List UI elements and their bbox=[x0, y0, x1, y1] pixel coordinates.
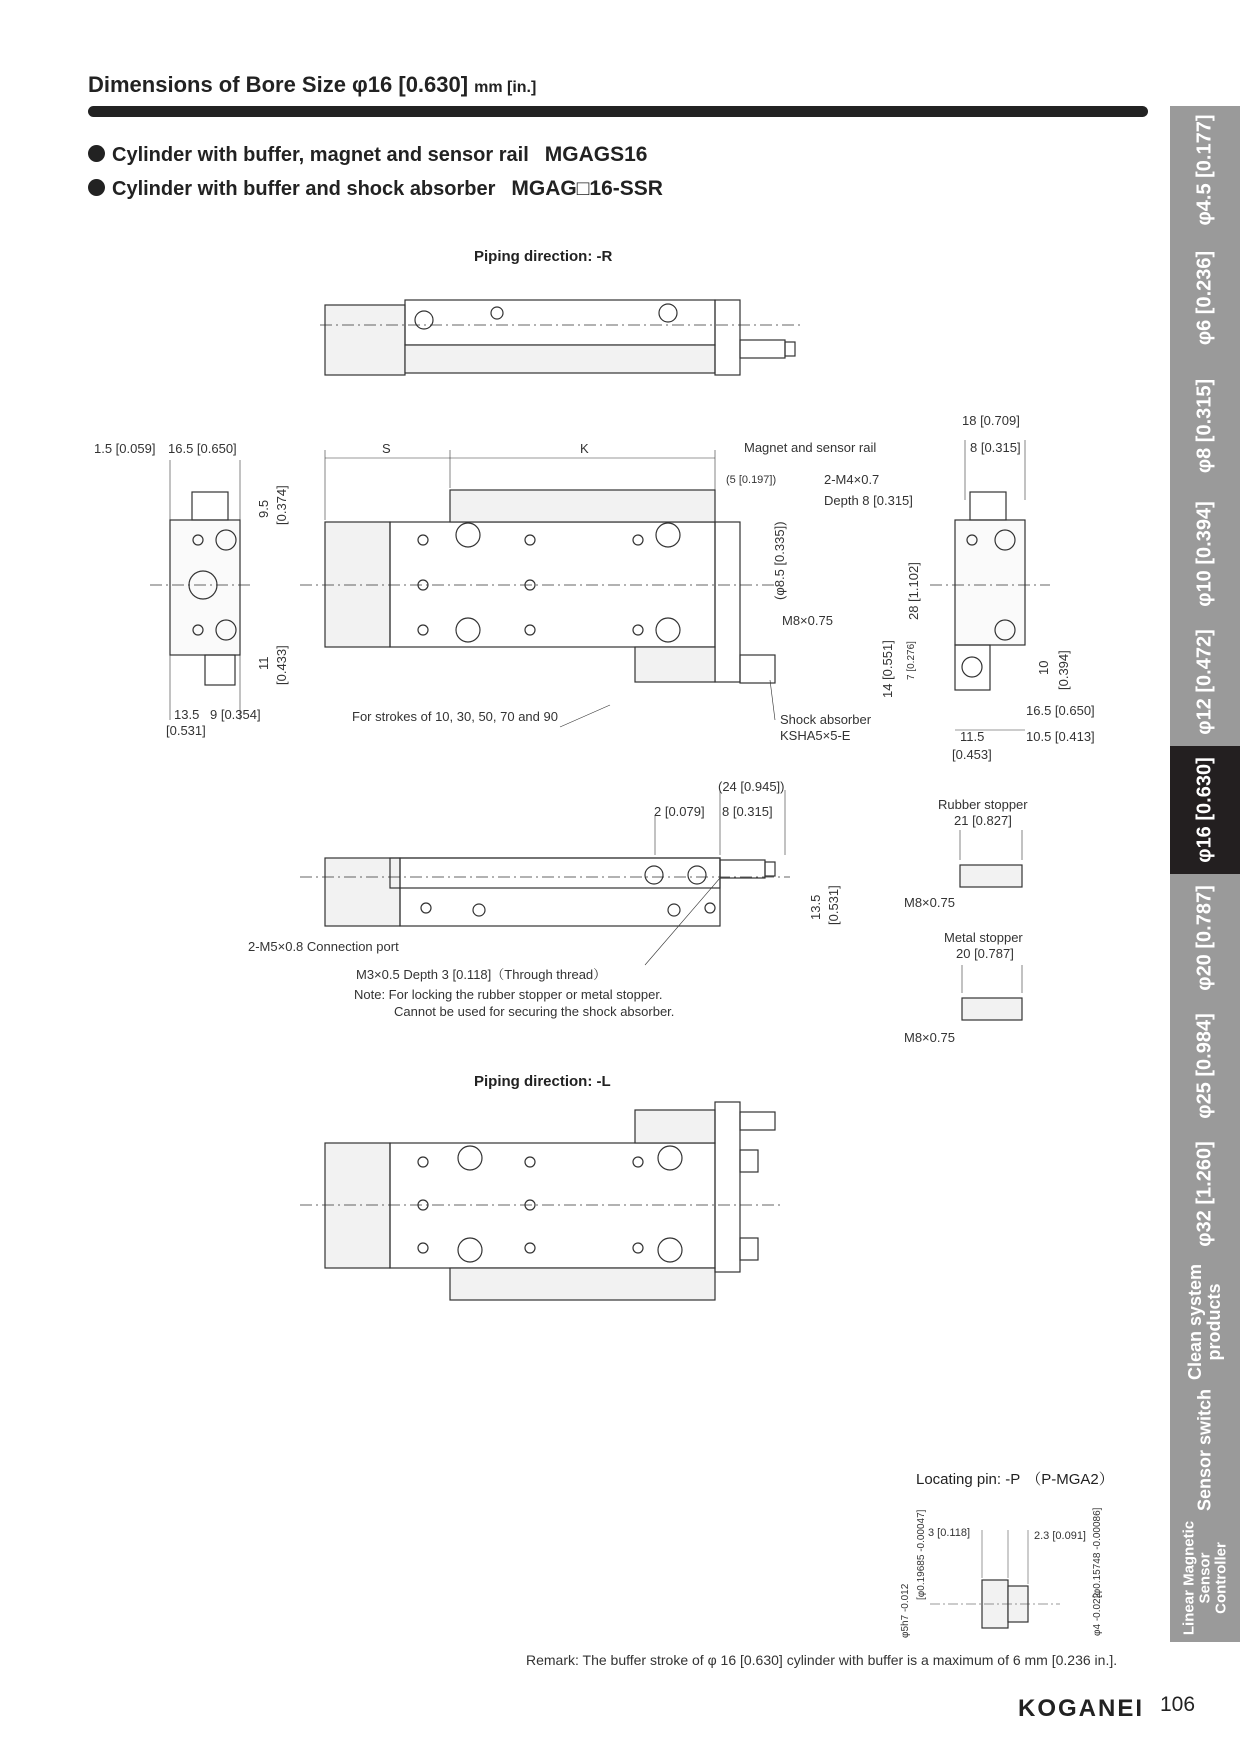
tab-bore-8[interactable]: φ8 [0.315] bbox=[1170, 362, 1240, 492]
dim-18: 18 [0.709] bbox=[962, 413, 1020, 428]
label-connection-port: 2-M5×0.8 Connection port bbox=[248, 939, 399, 954]
bullet-buffer-shock: Cylinder with buffer and shock absorber MGAG□16-SSR bbox=[88, 177, 663, 201]
dim-13-5-bottom: 13.5 bbox=[808, 894, 823, 920]
dim-11-in: [0.433] bbox=[274, 645, 289, 685]
tab-bore-10[interactable]: φ10 [0.394] bbox=[1170, 490, 1240, 620]
page-number: 106 bbox=[1160, 1693, 1196, 1716]
stoppers bbox=[960, 830, 1022, 1020]
dim-13-5: 13.5 bbox=[174, 707, 200, 722]
front-view bbox=[150, 460, 250, 720]
dim-14: 14 [0.551] bbox=[880, 640, 895, 698]
model-code: MGAG□16-SSR bbox=[511, 177, 663, 200]
dim-11: 11 bbox=[256, 656, 271, 670]
dim-10: 10 bbox=[1036, 660, 1051, 675]
locating-pin-code: （P-MGA2） bbox=[1026, 1471, 1114, 1488]
label-depth-8: Depth 8 [0.315] bbox=[824, 493, 913, 508]
note-line-1: Note: For locking the rubber stopper or metal stopper. bbox=[354, 987, 663, 1002]
label-shock-model: KSHA5×5-E bbox=[780, 728, 851, 743]
dim-11-5: 11.5 bbox=[960, 729, 985, 744]
dim-9: 9 [0.354] bbox=[210, 707, 261, 722]
page-title: Dimensions of Bore Size φ16 [0.630] mm [in.] bbox=[88, 72, 537, 97]
tab-bore-16[interactable]: φ16 [0.630] bbox=[1170, 746, 1240, 876]
locating-pin-title: Locating pin: -P （P-MGA2） bbox=[916, 1471, 1114, 1488]
tab-bore-32[interactable]: φ32 [1.260] bbox=[1170, 1130, 1240, 1260]
dim-28: 28 [1.102] bbox=[906, 562, 921, 620]
dim-13-5-bottom-in: [0.531] bbox=[826, 885, 841, 925]
dim-16-5: 16.5 [0.650] bbox=[168, 441, 237, 456]
dim-9-5-in: [0.374] bbox=[274, 485, 289, 525]
rubber-stopper-dim: 21 [0.827] bbox=[954, 813, 1012, 828]
dim-phi-4-in: [φ0.15748 -0.00086] bbox=[1092, 1507, 1103, 1598]
dim-k: K bbox=[580, 441, 589, 456]
model-code: MGAGS16 bbox=[544, 143, 648, 166]
dim-10-5: 10.5 [0.413] bbox=[1026, 729, 1095, 744]
unit-label: mm [in.] bbox=[474, 79, 537, 96]
piping-l-view bbox=[300, 1102, 780, 1300]
top-view bbox=[300, 450, 780, 727]
dim-13-5-in: [0.531] bbox=[166, 723, 206, 738]
label-m3-thread: M3×0.5 Depth 3 [0.118]（Through thread） bbox=[356, 967, 607, 982]
tab-sensor-switch[interactable]: Sensor switch bbox=[1170, 1386, 1240, 1516]
side-view bbox=[930, 440, 1050, 730]
caption-piping-r: Piping direction: -R bbox=[474, 248, 613, 265]
brand-logo: KOGANEI bbox=[1018, 1695, 1145, 1722]
dim-24: (24 [0.945]) bbox=[718, 779, 785, 794]
tab-clean-system[interactable]: Clean system products bbox=[1170, 1258, 1240, 1388]
tab-bore-4-5[interactable]: φ4.5 [0.177] bbox=[1170, 106, 1240, 236]
dim-phi-5-in: [φ0.19685 -0.00047] bbox=[916, 1509, 927, 1600]
dim-11-5-in: [0.453] bbox=[952, 747, 992, 762]
rubber-stopper-title: Rubber stopper bbox=[938, 797, 1028, 812]
tab-bore-20[interactable]: φ20 [0.787] bbox=[1170, 874, 1240, 1004]
note-line-2: Cannot be used for securing the shock absorber. bbox=[394, 1004, 675, 1019]
metal-stopper-title: Metal stopper bbox=[944, 930, 1023, 945]
dim-s: S bbox=[382, 441, 391, 456]
label-m4: 2-M4×0.7 bbox=[824, 472, 880, 487]
dim-8: 8 [0.315] bbox=[970, 440, 1021, 455]
top-view-holes bbox=[418, 523, 680, 642]
dim-10-in: [0.394] bbox=[1056, 650, 1071, 690]
metal-stopper-thread: M8×0.75 bbox=[904, 1030, 955, 1045]
piping-r-view bbox=[320, 300, 800, 375]
dim-phi-5: φ5h7 -0.012 bbox=[900, 1583, 911, 1638]
remark: Remark: The buffer stroke of φ 16 [0.630] cylinder with buffer is a maximum of 6 mm [0.236 in.]. bbox=[526, 1652, 1118, 1668]
dim-16-5-side: 16.5 [0.650] bbox=[1026, 703, 1095, 718]
metal-stopper-dim: 20 [0.787] bbox=[956, 946, 1014, 961]
dim-1-5: 1.5 [0.059] bbox=[94, 441, 156, 456]
dim-phi-8-5: (φ8.5 [0.335]) bbox=[772, 521, 787, 600]
label-strokes: For strokes of 10, 30, 50, 70 and 90 bbox=[352, 709, 558, 724]
tab-linear-magnetic[interactable]: Linear Magnetic Sensor Controller bbox=[1170, 1514, 1240, 1644]
caption-piping-l: Piping direction: -L bbox=[474, 1073, 611, 1090]
bullet-buffer-magnet: Cylinder with buffer, magnet and sensor rail MGAGS16 bbox=[88, 143, 647, 167]
dim-9-5: 9.5 bbox=[256, 499, 271, 518]
dim-phi-4: φ4 -0.022 bbox=[1092, 1592, 1103, 1636]
label-magnet-rail: Magnet and sensor rail bbox=[744, 440, 877, 455]
rubber-stopper-thread: M8×0.75 bbox=[904, 895, 955, 910]
dim-2: 2 [0.079] bbox=[654, 804, 705, 819]
dim-7: 7 [0.276] bbox=[906, 641, 917, 680]
locating-pin-drawing bbox=[930, 1530, 1060, 1628]
dim-2-3: 2.3 [0.091] bbox=[1034, 1530, 1086, 1542]
tab-bore-25[interactable]: φ25 [0.984] bbox=[1170, 1002, 1240, 1132]
label-shock-absorber: Shock absorber bbox=[780, 712, 872, 727]
dim-5: (5 [0.197]) bbox=[726, 474, 777, 486]
dim-8-bottom: 8 [0.315] bbox=[722, 804, 773, 819]
label-m8: M8×0.75 bbox=[782, 613, 833, 628]
tab-bore-12[interactable]: φ12 [0.472] bbox=[1170, 618, 1240, 748]
dim-3: 3 [0.118] bbox=[928, 1527, 970, 1539]
tab-bore-6[interactable]: φ6 [0.236] bbox=[1170, 234, 1240, 364]
